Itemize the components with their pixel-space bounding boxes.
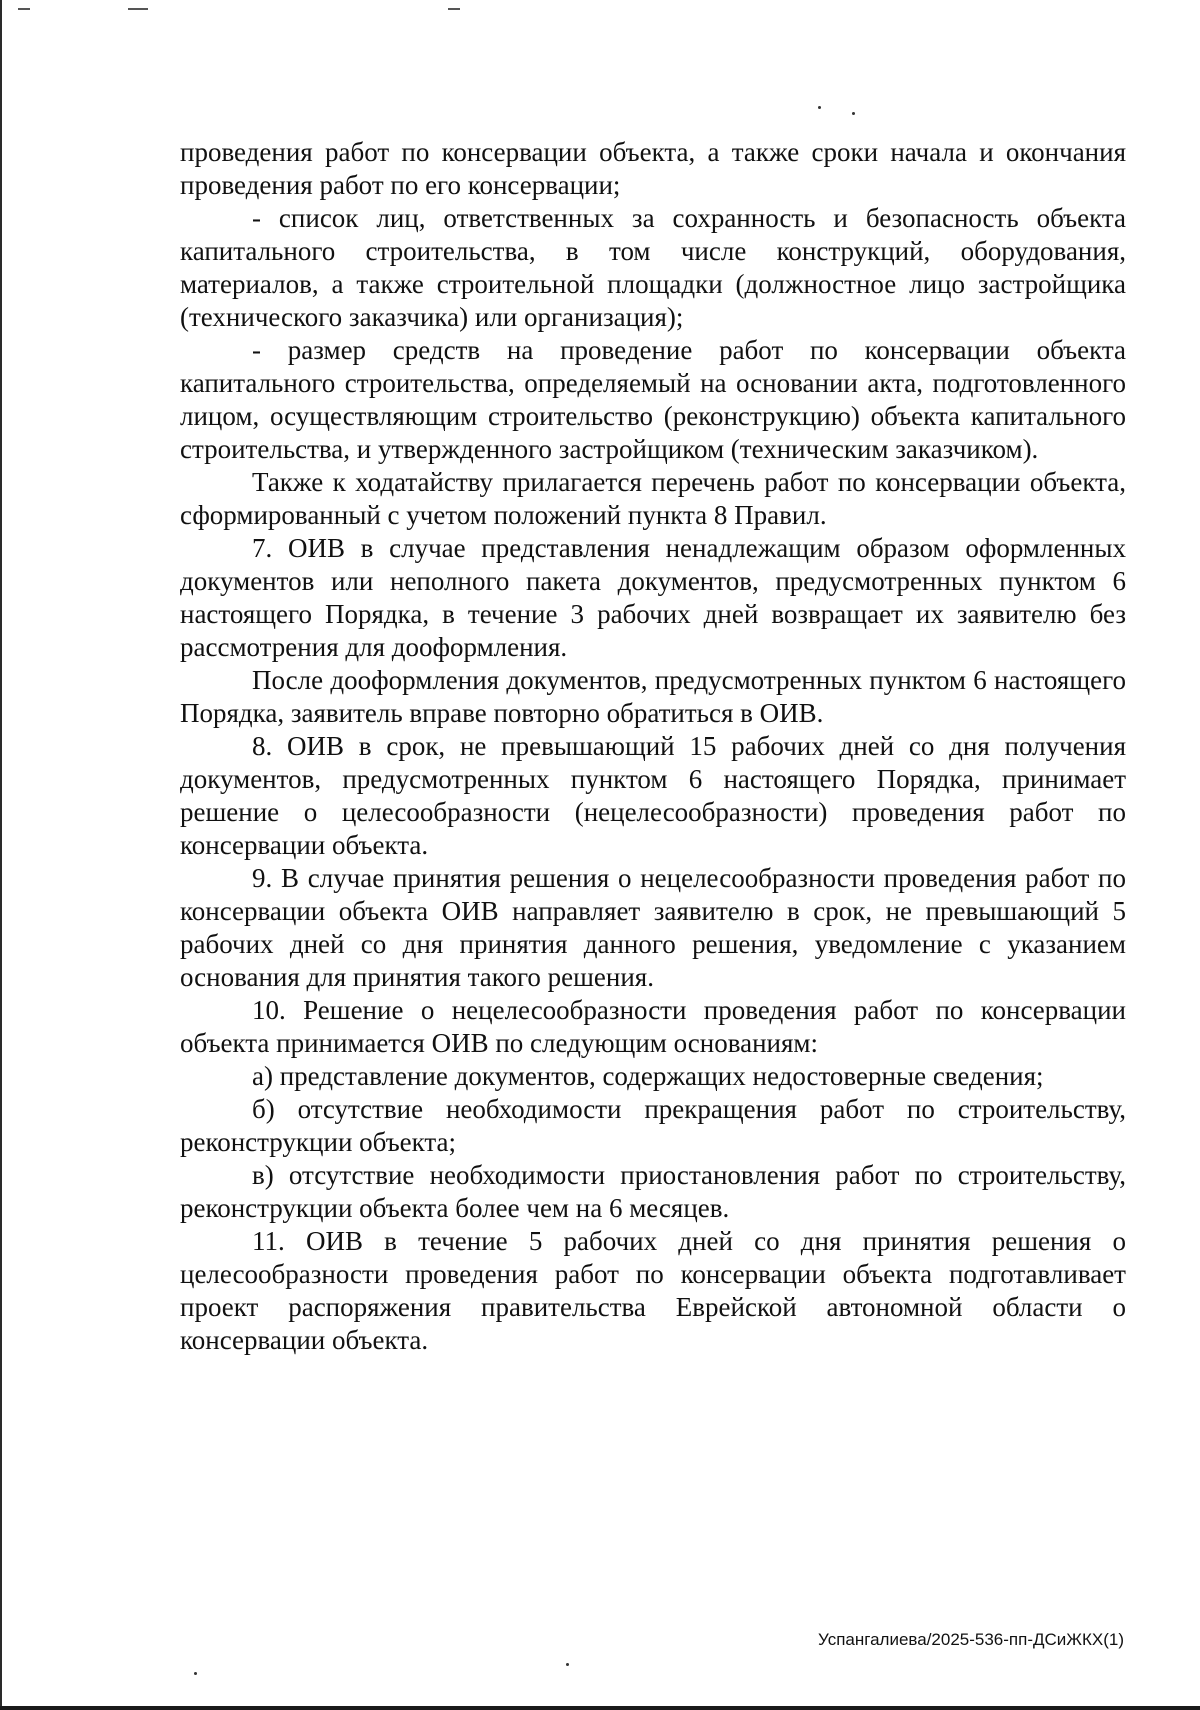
- paragraph-2: - список лиц, ответственных за сохранность и безопасность объекта капитального строительства, в том числе конструкций, оборудования, материалов, а также строительной площадки (должностное лицо застройщика (технического заказчика) или организация);: [180, 203, 1126, 332]
- scan-edge-left: [0, 0, 2, 1710]
- document-body: [180, 136, 1126, 1357]
- paragraph-11: б) отсутствие необходимости прекращения работ по строительству, реконструкции объекта;: [180, 1094, 1126, 1157]
- paragraph-13: 11. ОИВ в течение 5 рабочих дней со дня принятия решения о целесообразности проведения работ по консервации объекта подготавливает проект распоряжения правительства Еврейской автономной области о консервации объекта.: [180, 1226, 1126, 1355]
- paragraph-8: 9. В случае принятия решения о нецелесообразности проведения работ по консервации объекта ОИВ направляет заявителю в срок, не превышающий 5 рабочих дней со дня принятия данного решения, уведомление с указанием основания для принятия такого решения.: [180, 863, 1126, 992]
- scan-mark-top-2: [128, 8, 148, 10]
- scan-dot-2: [852, 112, 855, 115]
- paragraph-4: Также к ходатайству прилагается перечень работ по консервации объекта, сформированный с учетом положений пункта 8 Правил.: [180, 467, 1126, 530]
- paragraph-9: 10. Решение о нецелесообразности проведения работ по консервации объекта принимается ОИВ по следующим основаниям:: [180, 995, 1126, 1058]
- paragraph-7: 8. ОИВ в срок, не превышающий 15 рабочих дней со дня получения документов, предусмотренных пунктом 6 настоящего Порядка, принимает решение о целесообразности (нецелесообразности) проведения работ по консервации объекта.: [180, 731, 1126, 860]
- scan-dot-4: [566, 1663, 569, 1666]
- scan-mark-top-3: [448, 8, 460, 10]
- scan-mark-top-1: [18, 8, 30, 10]
- paragraph-3: - размер средств на проведение работ по консервации объекта капитального строительства, определяемый на основании акта, подготовленного лицом, осуществляющим строительство (реконструкцию) объекта капитального строительства, и утвержденного застройщиком (техническим заказчиком).: [180, 335, 1126, 464]
- paragraph-1: проведения работ по консервации объекта, а также сроки начала и окончания проведения работ по его консервации;: [180, 137, 1126, 200]
- paragraph-10: а) представление документов, содержащих недостоверные сведения;: [252, 1061, 1044, 1091]
- scan-dot-3: [194, 1672, 197, 1675]
- document-reference-footer: Успангалиева/2025-536-пп-ДСиЖКХ(1): [818, 1630, 1124, 1649]
- paragraph-6: После дооформления документов, предусмотренных пунктом 6 настоящего Порядка, заявитель вправе повторно обратиться в ОИВ.: [180, 665, 1126, 728]
- scan-edge-bottom: [0, 1706, 1200, 1710]
- scan-dot-1: [818, 106, 821, 109]
- paragraph-12: в) отсутствие необходимости приостановления работ по строительству, реконструкции объекта более чем на 6 месяцев.: [180, 1160, 1126, 1223]
- paragraph-5: 7. ОИВ в случае представления ненадлежащим образом оформленных документов или неполного пакета документов, предусмотренных пунктом 6 настоящего Порядка, в течение 3 рабочих дней возвращает их заявителю без рассмотрения для дооформления.: [180, 533, 1126, 662]
